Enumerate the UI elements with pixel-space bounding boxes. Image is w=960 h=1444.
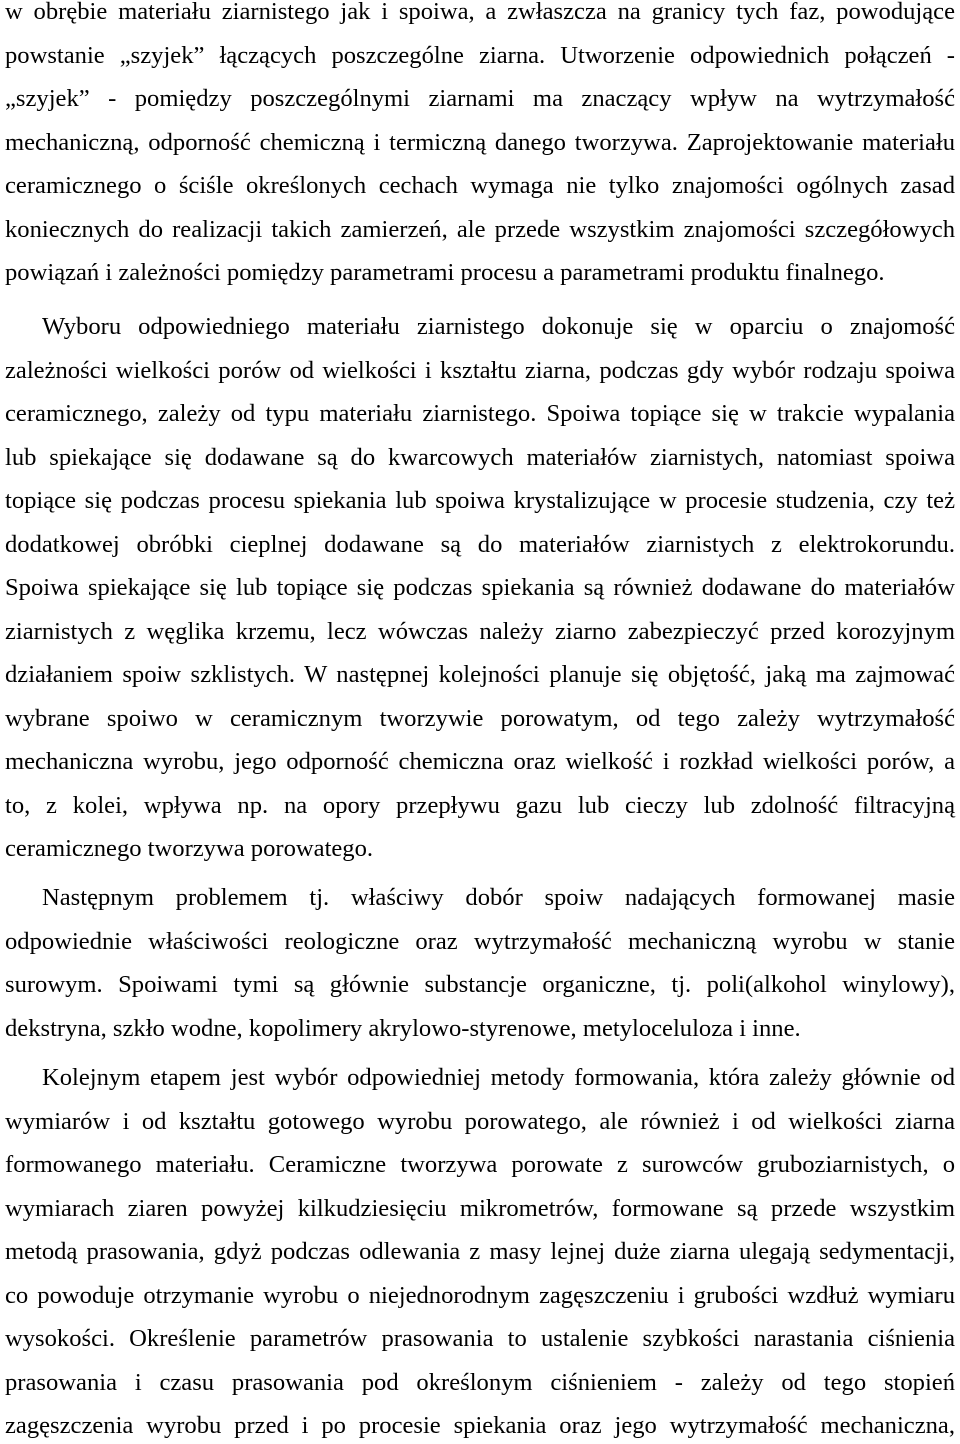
text-line: „szyjek” - pomiędzy poszczególnymi ziarnami ma znaczący wpływ na wytrzymałość: [5, 85, 955, 112]
text-line: dodatkowej obróbki cieplnej dodawane są do materiałów ziarnistych z elektrokorundu.: [5, 530, 955, 558]
text-line: ceramicznego o ściśle określonych cechach wymaga nie tylko znajomości ogólnych zasad: [5, 172, 955, 199]
paragraph: [5, 0, 955, 285]
text-line: ziarnistych z węglika krzemu, lecz wówczas należy ziarno zabezpieczyć przed korozyjnym: [5, 617, 955, 645]
paragraph: [5, 1066, 955, 1438]
text-line: koniecznych do realizacji takich zamierzeń, ale przede wszystkim znajomości szczegółowych: [5, 215, 955, 243]
text-line: ceramicznego tworzywa porowatego.: [5, 835, 374, 862]
text-line: mechaniczna wyrobu, jego odporność chemiczna oraz wielkość i rozkład wielkości porów, a: [5, 748, 955, 775]
text-line: dekstryna, szkło wodne, kopolimery akrylowo-styrenowe, metyloceluloza i inne.: [5, 1014, 801, 1042]
text-line: wymiarów i od kształtu gotowego wyrobu porowatego, ale również i od wielkości ziarna: [5, 1107, 955, 1135]
text-line: surowym. Spoiwami tymi są głównie substancje organiczne, tj. poli(alkohol winylowy),: [5, 971, 955, 998]
text-line: zagęszczenia wyrobu przed i po procesie spiekania oraz jego wytrzymałość mechaniczna,: [5, 1412, 955, 1439]
text-line: Kolejnym etapem jest wybór odpowiedniej metody formowania, która zależy głównie od: [42, 1064, 955, 1091]
text-line: lub spiekające się dodawane są do kwarcowych materiałów ziarnistych, natomiast spoiwa: [5, 443, 955, 471]
text-line: formowanego materiału. Ceramiczne tworzywa porowate z surowców gruboziarnistych, o: [5, 1151, 955, 1178]
text-line: co powoduje otrzymanie wyrobu o niejednorodnym zagęszczeniu i grubości wzdłuż wymiaru: [5, 1281, 955, 1309]
text-line: Wyboru odpowiedniego materiału ziarnistego dokonuje się w oparciu o znajomość: [42, 313, 955, 340]
text-line: prasowania i czasu prasowania pod określonym ciśnieniem - zależy od tego stopień: [5, 1368, 955, 1396]
text-line: wymiarach ziaren powyżej kilkudziesięciu mikrometrów, formowane są przede wszystkim: [5, 1194, 955, 1222]
text-line: Spoiwa spiekające się lub topiące się podczas spiekania są również dodawane do materiałów: [5, 574, 955, 601]
text-line: wybrane spoiwo w ceramicznym tworzywie porowatym, od tego zależy wytrzymałość: [5, 704, 955, 732]
text-line: powstanie „szyjek” łączących poszczególne ziarna. Utworzenie odpowiednich połączeń -: [5, 41, 955, 69]
text-line: mechaniczną, odporność chemiczną i termiczną danego tworzywa. Zaprojektowanie materiału: [5, 128, 955, 156]
text-line: Następnym problemem tj. właściwy dobór spoiw nadających formowanej masie: [42, 884, 955, 911]
text-line: zależności wielkości porów od wielkości i kształtu ziarna, podczas gdy wybór rodzaju spoiwa: [5, 356, 955, 384]
document-body: [5, 0, 955, 1438]
text-line: metodą prasowania, gdyż podczas odlewania z masy lejnej duże ziarna ulegają sedymentacji,: [5, 1238, 955, 1265]
text-line: ceramicznego, zależy od typu materiału ziarnistego. Spoiwa topiące się w trakcie wypalania: [5, 400, 955, 427]
text-line: odpowiednie właściwości reologiczne oraz wytrzymałość mechaniczną wyrobu w stanie: [5, 927, 955, 955]
text-line: powiązań i zależności pomiędzy parametrami procesu a parametrami produktu finalnego.: [5, 259, 885, 286]
text-line: w obrębie materiału ziarnistego jak i spoiwa, a zwłaszcza na granicy tych faz, powodujące: [5, 0, 955, 25]
text-line: topiące się podczas procesu spiekania lub spoiwa krystalizujące w procesie studzenia, czy też: [5, 487, 955, 514]
text-line: wysokości. Określenie parametrów prasowania to ustalenie szybkości narastania ciśnienia: [5, 1325, 955, 1352]
text-line: działaniem spoiw szklistych. W następnej kolejności planuje się objętość, jaką ma zajmować: [5, 661, 955, 688]
paragraph: [5, 886, 955, 1041]
paragraph: [5, 315, 955, 861]
text-line: to, z kolei, wpływa np. na opory przepływu gazu lub cieczy lub zdolność filtracyjną: [5, 791, 955, 819]
